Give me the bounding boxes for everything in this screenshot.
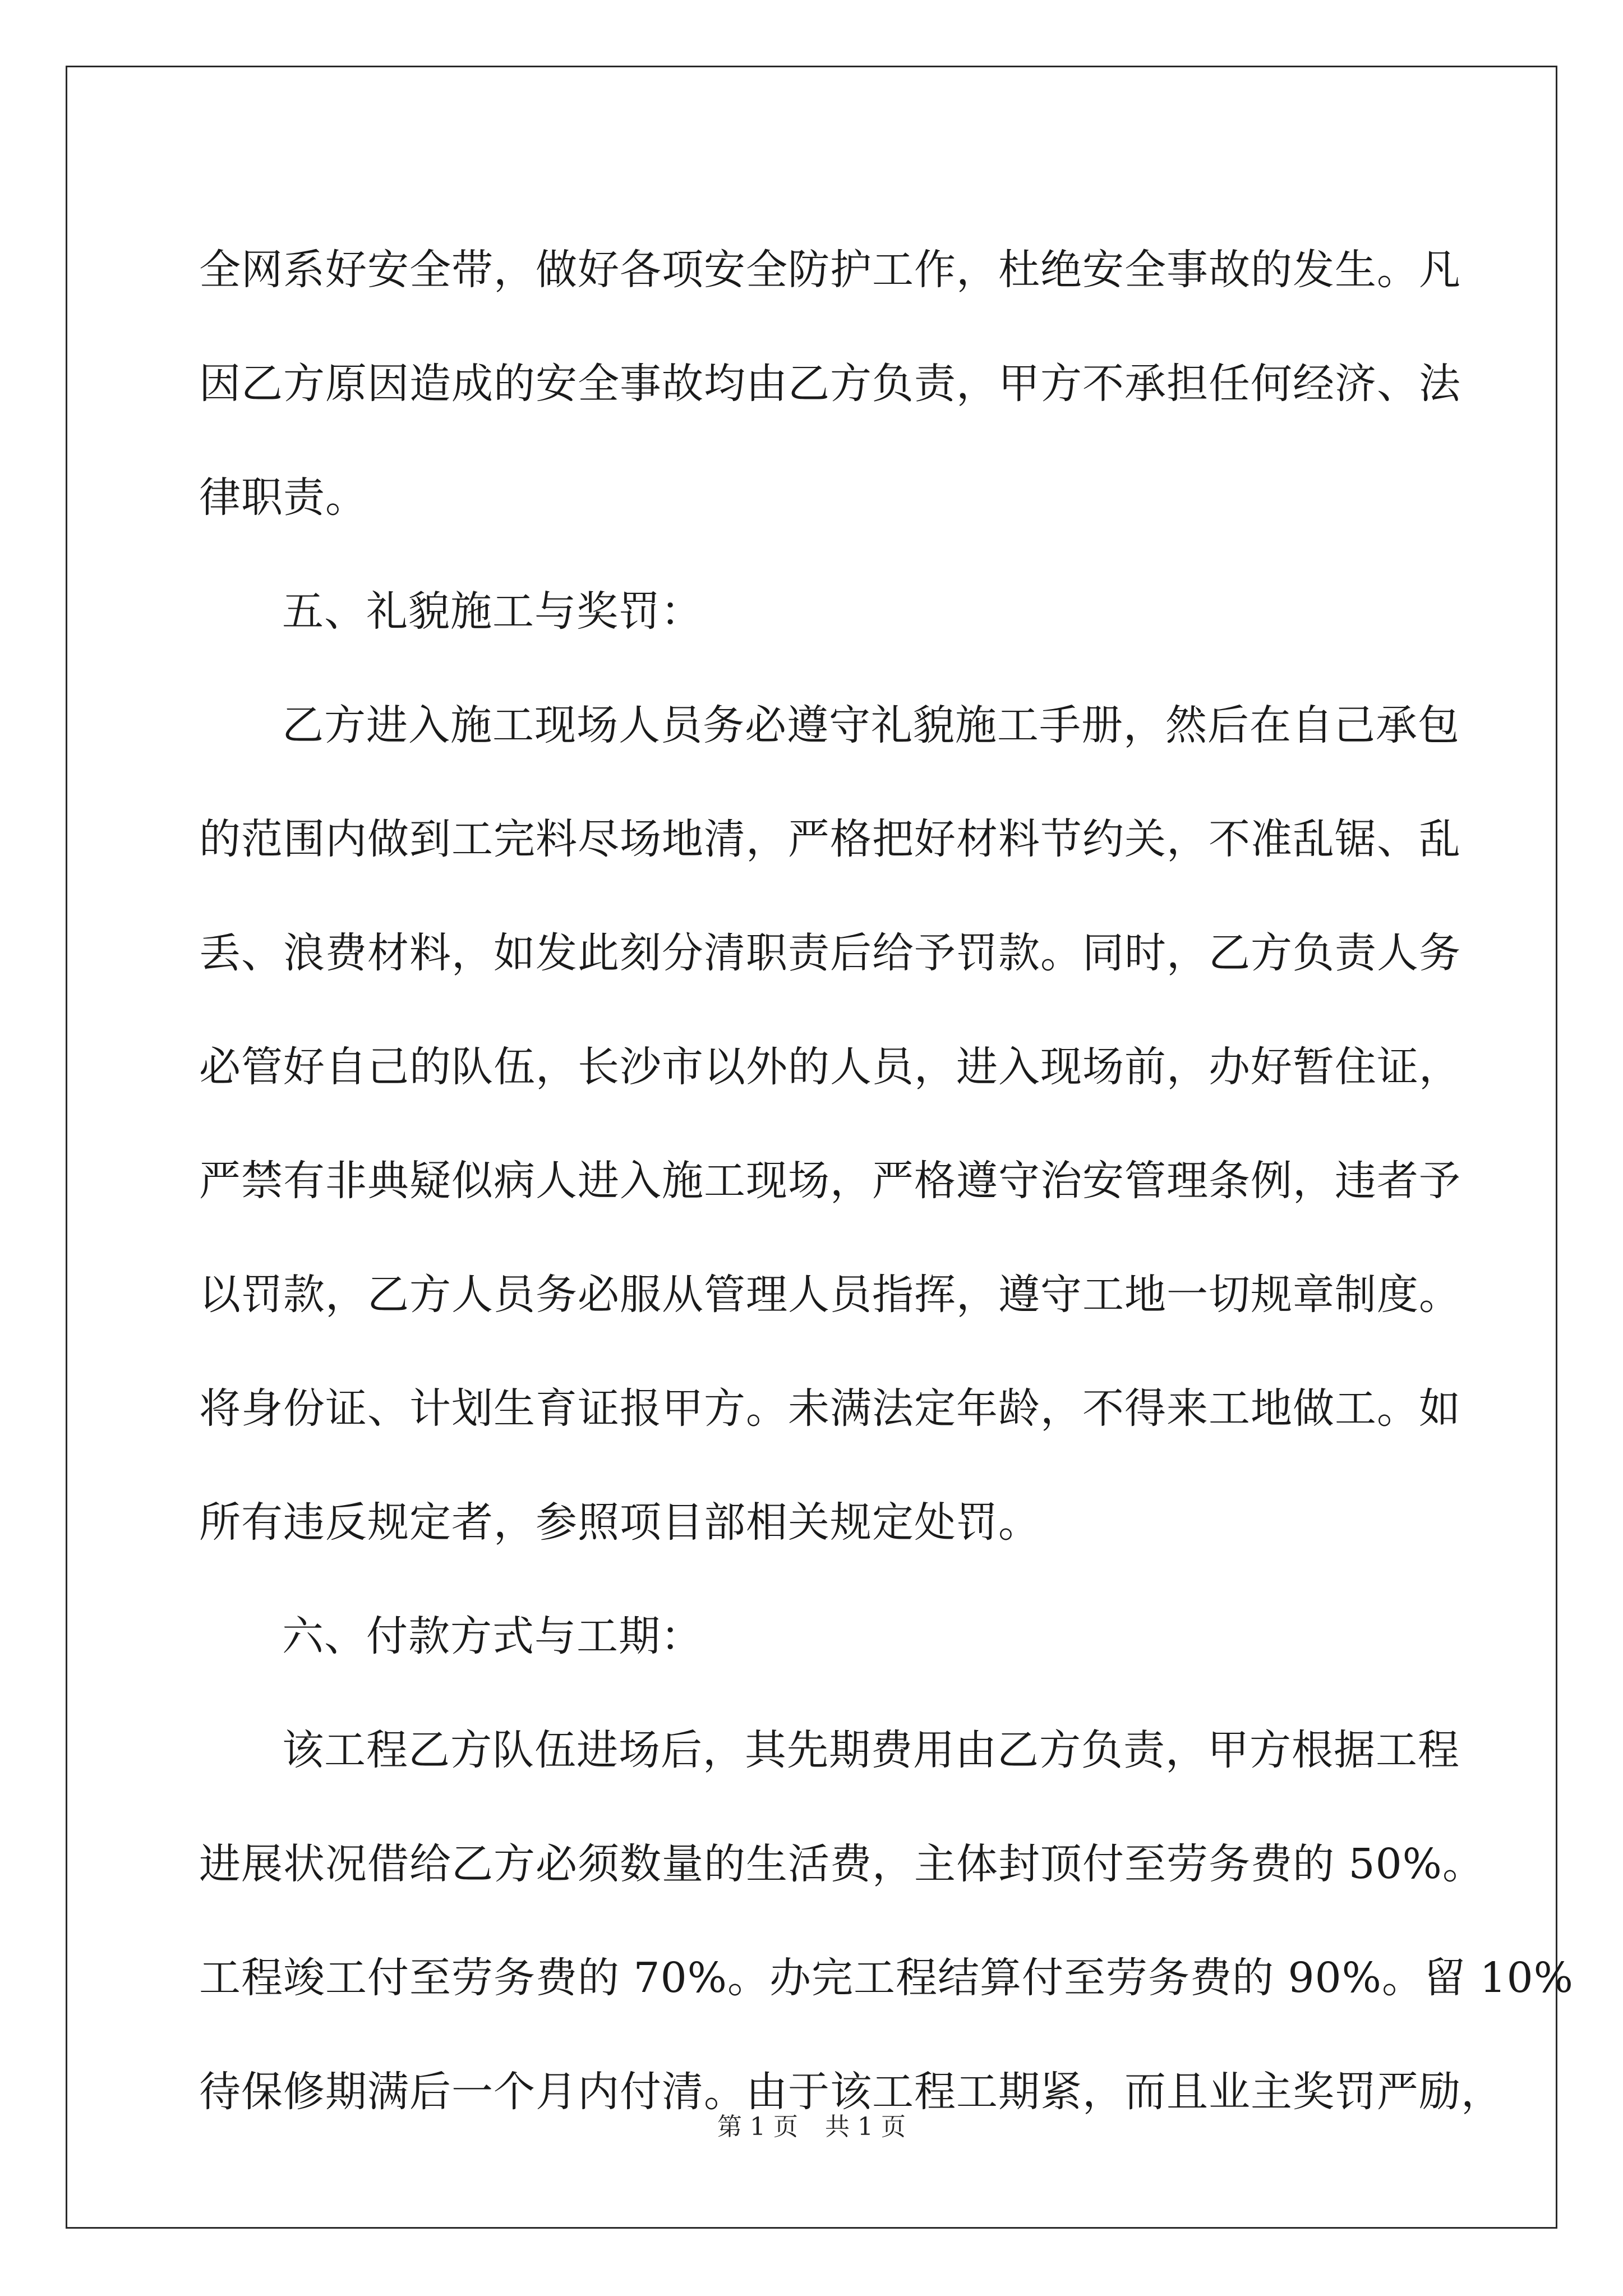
document-body (199, 213, 1574, 2149)
text-line: 待保修期满后一个月内付清。由于该工程工期紧，而且业主奖罚严励， (199, 2068, 1503, 2116)
text-line: 全网系好安全带，做好各项安全防护工作，杜绝安全事故的发生。凡 (199, 246, 1461, 294)
text-line: 严禁有非典疑似病人进入施工现场，严格遵守治安管理条例，违者予 (199, 1157, 1461, 1205)
text-line: 工程竣工付至劳务费的 70%。办完工程结算付至劳务费的 90%。留 10% (199, 1954, 1574, 2002)
text-line: 律职责。 (199, 473, 367, 522)
text-line: 丢、浪费材料，如发此刻分清职责后给予罚款。同时，乙方负责人务 (199, 929, 1461, 977)
page-total: 共 1 页 (825, 2113, 906, 2141)
page-footer (0, 2110, 1623, 2144)
section-heading: 五、礼貌施工与奖罚： (282, 587, 703, 636)
text-line: 以罚款，乙方人员务必服从管理人员指挥，遵守工地一切规章制度。 (199, 1271, 1461, 1319)
text-line: 的范围内做到工完料尽场地清，严格把好材料节约关，不准乱锯、乱 (199, 815, 1461, 863)
section-heading: 六、付款方式与工期： (282, 1612, 703, 1660)
text-line: 进展状况借给乙方必须数量的生活费，主体封顶付至劳务费的 50%。 (199, 1840, 1484, 1888)
text-line: 乙方进入施工现场人员务必遵守礼貌施工手册，然后在自己承包 (282, 701, 1460, 749)
text-line: 将身份证、计划生育证报甲方。未满法定年龄，不得来工地做工。如 (199, 1384, 1461, 1433)
text-line: 因乙方原因造成的安全事故均由乙方负责，甲方不承担任何经济、法 (199, 360, 1461, 408)
page-number: 第 1 页 (717, 2113, 798, 2141)
text-line: 所有违反规定者，参照项目部相关规定处罚。 (199, 1498, 1040, 1547)
text-line: 必管好自己的队伍，长沙市以外的人员，进入现场前，办好暂住证， (199, 1043, 1461, 1091)
text-line: 该工程乙方队伍进场后，其先期费用由乙方负责，甲方根据工程 (282, 1726, 1460, 1774)
